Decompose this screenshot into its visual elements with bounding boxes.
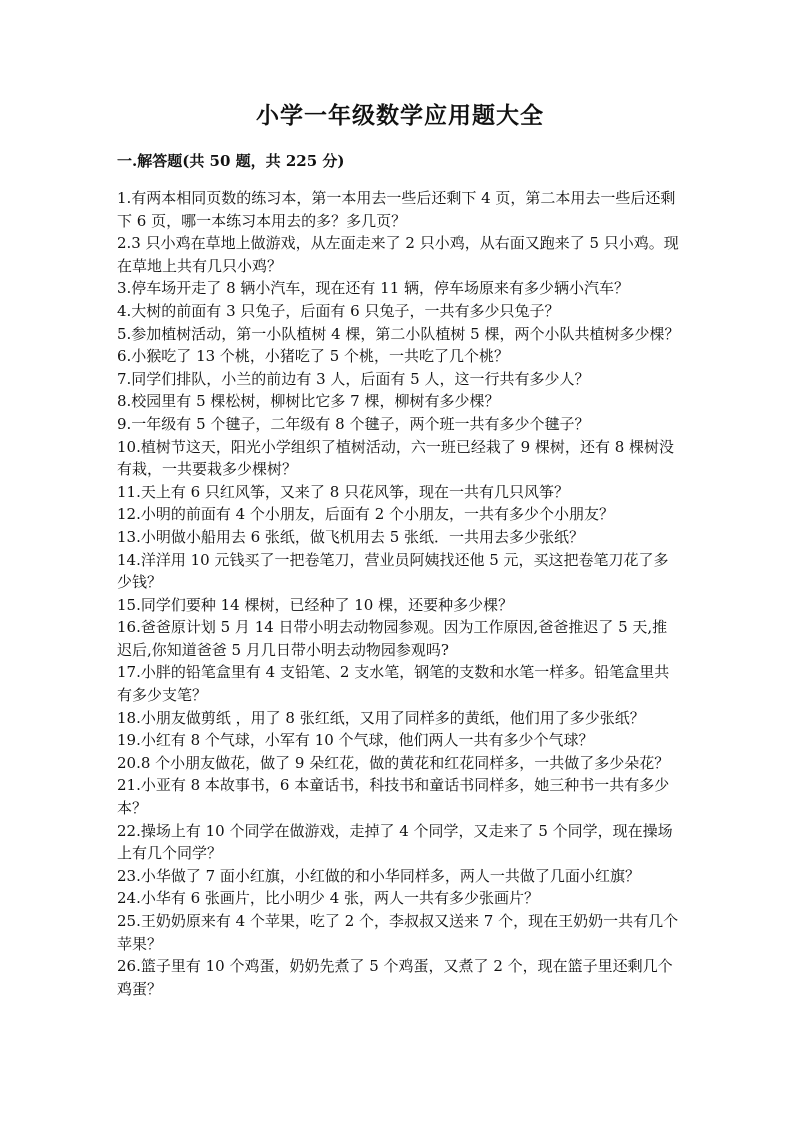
question-item: 8.校园里有 5 棵松树，柳树比它多 7 棵，柳树有多少棵？ bbox=[117, 392, 500, 411]
question-item: 18.小朋友做剪纸 ，用了 8 张红纸，又用了同样多的黄纸，他们用了多少张纸？ bbox=[117, 708, 645, 727]
question-item: 5.参加植树活动，第一小队植树 4 棵，第二小队植树 5 棵，两个小队共植树多少棵？ bbox=[117, 324, 680, 343]
document-title: 小学一年级数学应用题大全 bbox=[256, 102, 544, 129]
question-item: 24.小华有 6 张画片，比小明少 4 张，两人一共有多少张画片？ bbox=[117, 889, 540, 908]
question-item: 9.一年级有 5 个毽子，二年级有 8 个毽子，两个班一共有多少个毽子？ bbox=[117, 414, 590, 433]
question-item: 1.有两本相同页数的练习本，第一本用去一些后还剩下 4 页，第二本用去一些后还剩下 6 页，哪一本练习本用去的多？多几页？ bbox=[117, 189, 676, 230]
question-item: 19.小红有 8 个气球，小军有 10 个气球，他们两人一共有多少个气球？ bbox=[117, 731, 594, 750]
question-item: 6.小猴吃了 13 个桃，小猪吃了 5 个桃，一共吃了几个桃？ bbox=[117, 347, 510, 366]
question-item: 16.爸爸原计划 5 月 14 日带小明去动物园参观。因为工作原因,爸爸推迟了 5 天,推迟后,你知道爸爸 5 月几日带小明去动物园参观吗? bbox=[117, 618, 668, 659]
question-item: 14.洋洋用 10 元钱买了一把卷笔刀，营业员阿姨找还他 5 元，买这把卷笔刀花了多少钱？ bbox=[117, 550, 669, 592]
question-item: 12.小明的前面有 4 个小朋友，后面有 2 个小朋友，一共有多少个小朋友？ bbox=[117, 505, 615, 524]
question-item: 23.小华做了 7 面小红旗，小红做的和小华同样多，两人一共做了几面小红旗？ bbox=[117, 866, 640, 885]
question-item: 17.小胖的铅笔盒里有 4 支铅笔、2 支水笔，钢笔的支数和水笔一样多。铅笔盒里共有多少支笔？ bbox=[117, 663, 670, 705]
question-item: 3.停车场开走了 8 辆小汽车，现在还有 11 辆，停车场原来有多少辆小汽车？ bbox=[117, 279, 630, 298]
question-item: 22.操场上有 10 个同学在做游戏，走掉了 4 个同学，又走来了 5 个同学，现在操场上有几个同学？ bbox=[117, 821, 673, 863]
question-item: 26.篮子里有 10 个鸡蛋，奶奶先煮了 5 个鸡蛋，又煮了 2 个，现在篮子里还剩几个鸡蛋？ bbox=[117, 957, 673, 998]
question-item: 11.天上有 6 只红风筝，又来了 8 只花风筝，现在一共有几只风筝？ bbox=[117, 482, 570, 501]
section-heading: 一.解答题(共 50 题，共 225 分) bbox=[117, 152, 345, 170]
question-item: 21.小亚有 8 本故事书，6 本童话书，科技书和童话书同样多，她三种书一共有多少本？ bbox=[117, 776, 670, 818]
question-item: 10.植树节这天，阳光小学组织了植树活动，六一班已经栽了 9 棵树，还有 8 棵树没有栽，一共要栽多少棵树？ bbox=[117, 437, 675, 479]
question-item: 20.8 个小朋友做花，做了 9 朵红花，做的黄花和红花同样多，一共做了多少朵花？ bbox=[117, 753, 670, 772]
question-item: 2.3 只小鸡在草地上做游戏，从左面走来了 2 只小鸡，从右面又跑来了 5 只小鸡。现在草地上共有几只小鸡？ bbox=[117, 234, 679, 275]
question-item: 13.小明做小船用去 6 张纸，做飞机用去 5 张纸．一共用去多少张纸？ bbox=[117, 527, 585, 546]
question-item: 25.王奶奶原来有 4 个苹果，吃了 2 个，李叔叔又送来 7 个，现在王奶奶一共有几个苹果？ bbox=[117, 912, 679, 953]
question-list bbox=[117, 187, 682, 1000]
question-item: 4.大树的前面有 3 只兔子，后面有 6 只兔子，一共有多少只兔子？ bbox=[117, 301, 560, 320]
question-item: 15.同学们要种 14 棵树，已经种了 10 棵，还要种多少棵？ bbox=[117, 595, 514, 614]
question-item: 7.同学们排队，小兰的前边有 3 人，后面有 5 人，这一行共有多少人？ bbox=[117, 369, 590, 388]
